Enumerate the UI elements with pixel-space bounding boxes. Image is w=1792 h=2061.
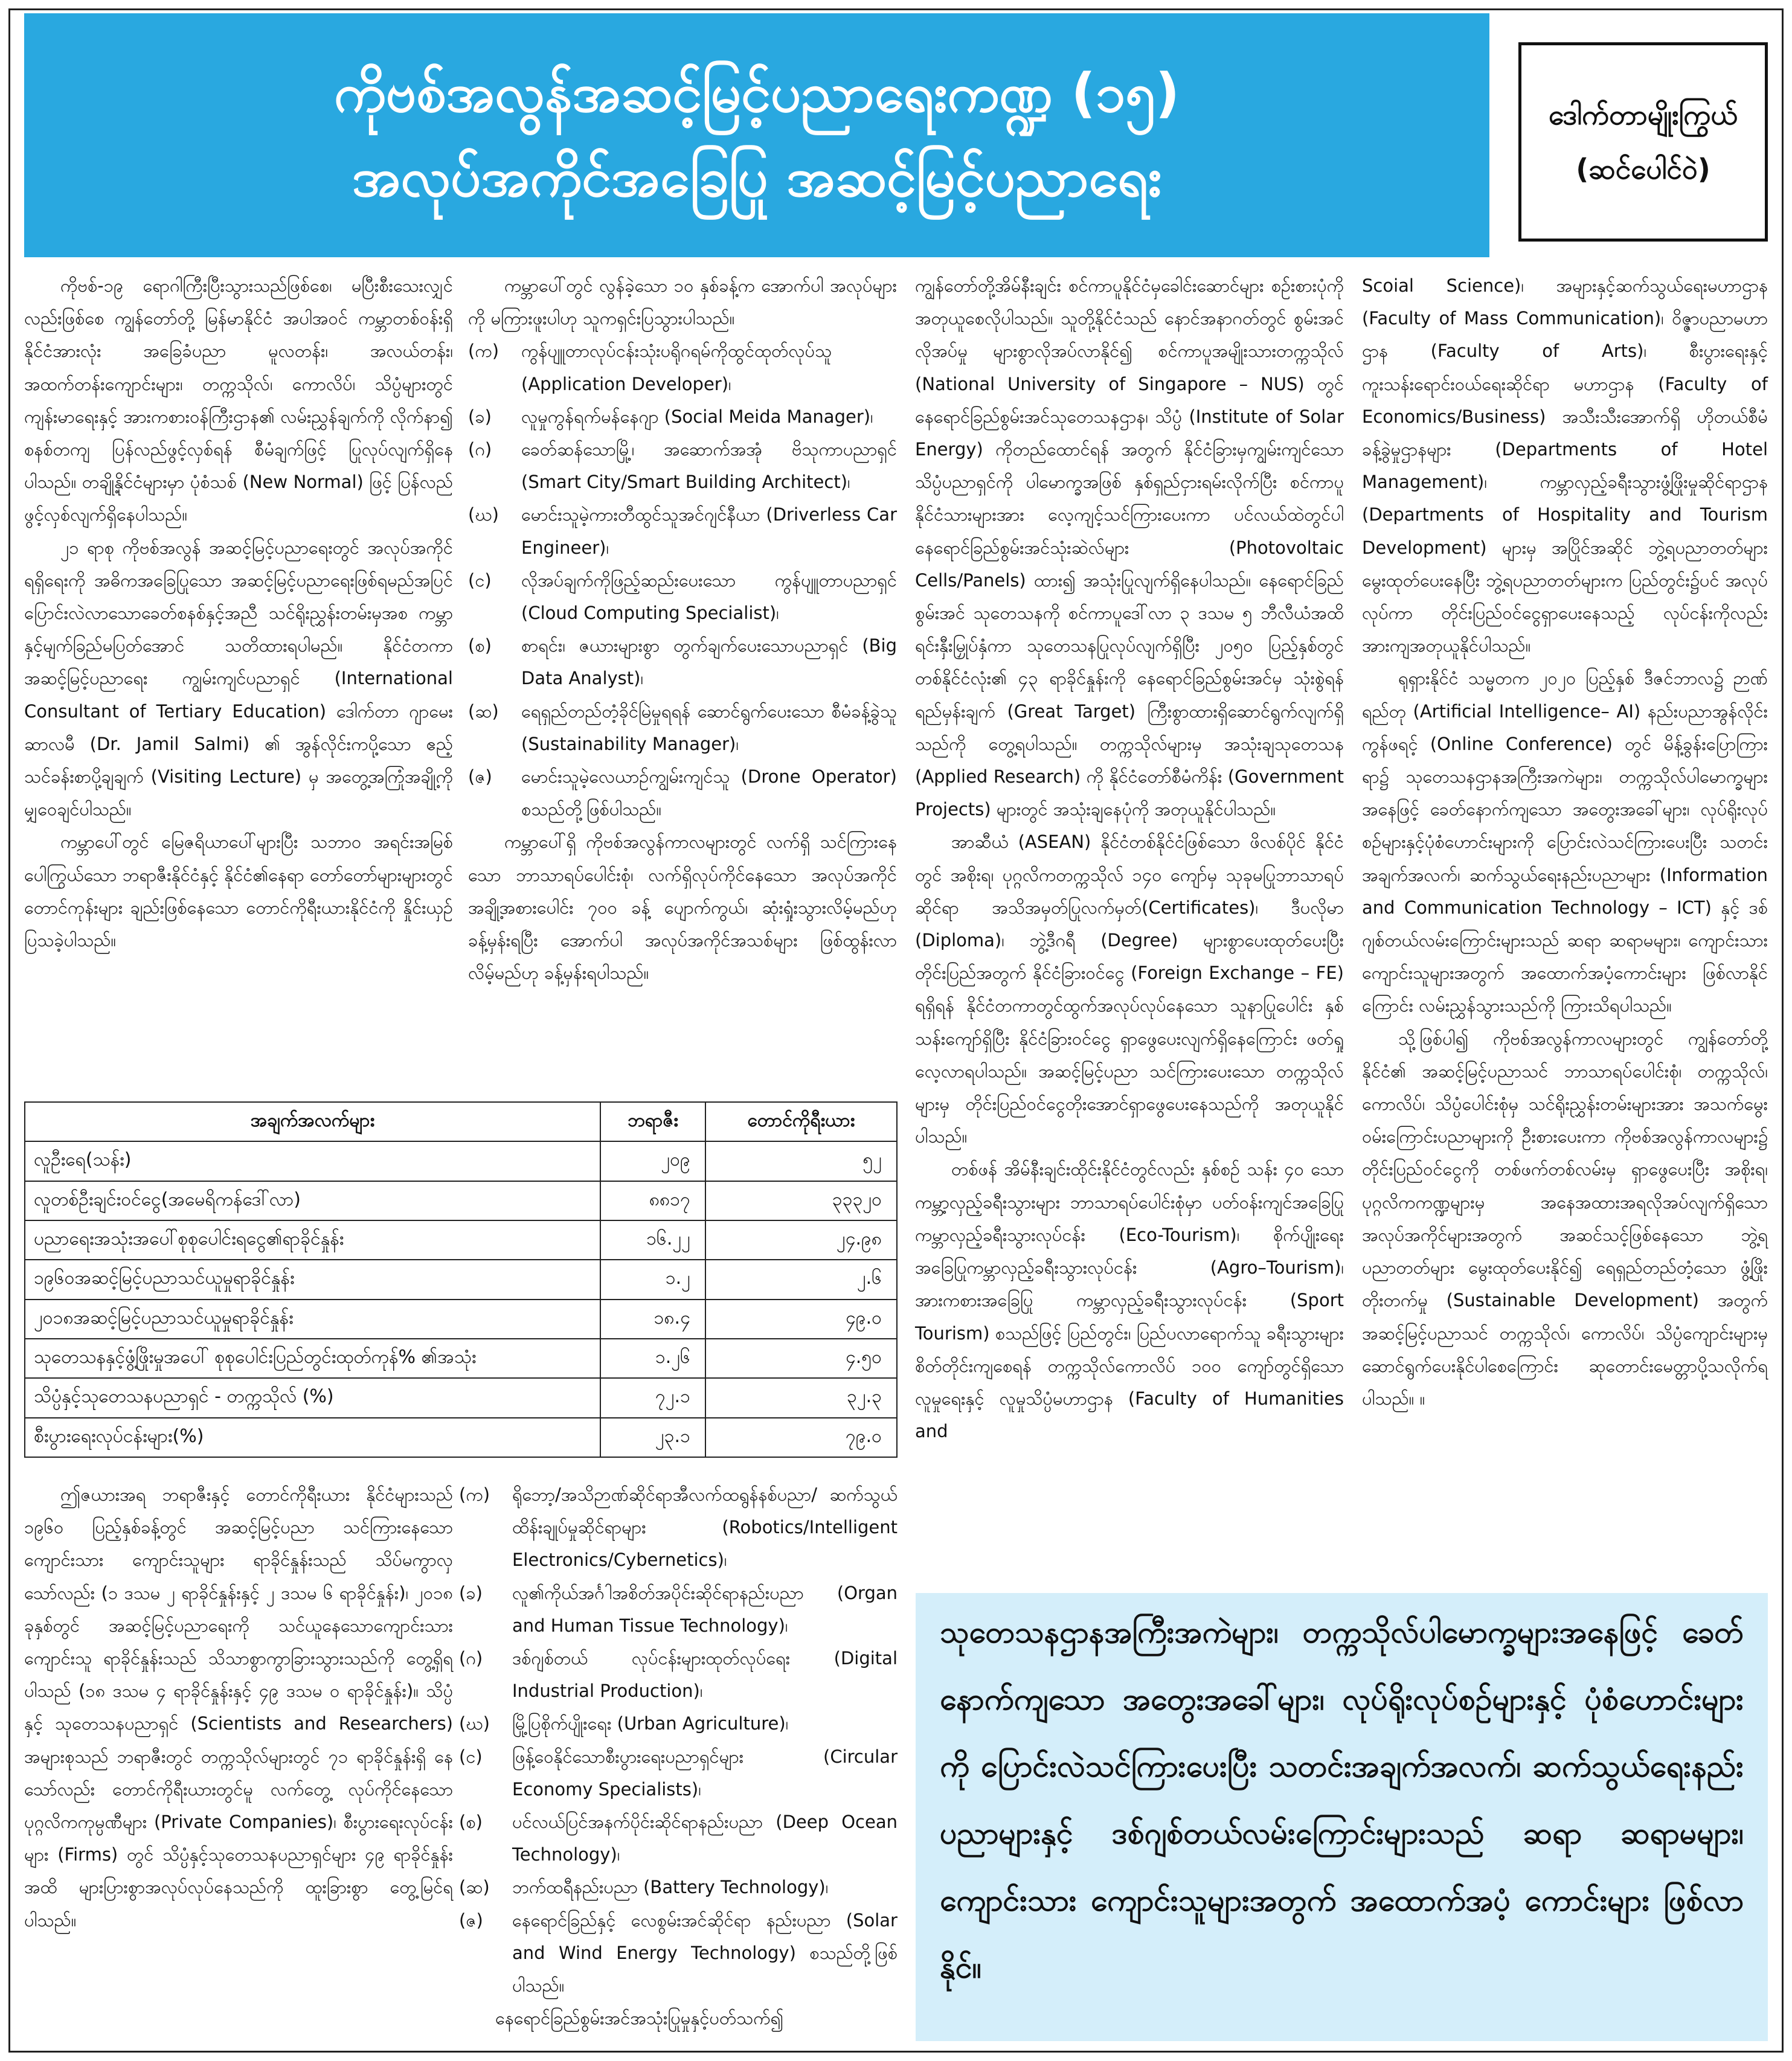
table-row (25, 1220, 897, 1260)
list-item (468, 760, 897, 825)
list-text: မြို့ပြစိုက်ပျိုးရေး (Urban Agriculture)၊ (512, 1713, 789, 1734)
paragraph: ၂၁ ရာစု ကိုဗစ်အလွန် အဆင့်မြင့်ပညာရေးတွင် အလုပ်အကိုင်ရရှိရေးကို အဓိကအခြေပြုသော အဆင့်မြင့်ပညာရေးဖြစ်ရမည်အပြင် ပြောင်းလဲလာသောခေတ်စနစ်နှင့်အညီ သင်ရိုးညွှန်းတမ်းမှအစ ကမ္ဘာနှင့်မျက်ခြည်မပြတ်အောင် သတိထားရပါမည်။ နိုင်ငံတကာ အဆင့်မြင့်ပညာရေး ကျွမ်းကျင်ပညာရှင် (International Consultant of Tertiary Education) ဒေါက်တာ ဂျာမေးဆာလမီ (Dr. Jamil Salmi) ၏ အွန်လိုင်းကပို့သော ဧည့်သင်ခန်းစာပို့ချချက် (Visiting Lecture) မှ အတွေ့အကြုံအချို့ကို မျှဝေချင်ပါသည်။ (24, 537, 453, 820)
list-text: မောင်းသူမဲ့ကားတီထွင်သူအင်ဂျင်နီယာ (Driverless Car Engineer)၊ (521, 504, 897, 558)
list-text: လိုအပ်ချက်ကိုဖြည့်ဆည်းပေးသော ကွန်ပျူတာပညာရှင် (Cloud Computing Specialist)၊ (521, 569, 897, 624)
column-1 (24, 269, 453, 957)
paragraph: ရုရှားနိုင်ငံ သမ္မတက ၂၀၂၀ ပြည့်နှစ် ဒီဇင်ဘာလ၌ ဉာဏ်ရည်တု (Artificial Intelligence– AI) နည်းပညာအွန်လိုင်းကွန်ဖရင့် (Online Conference) တွင် မိန့်ခွန်းပြောကြားရာ၌ သုတေသနဌာနအကြီးအကဲများ၊ တက္ကသိုလ်ပါမောက္ခများအနေဖြင့် ခေတ်နောက်ကျသော အတွေးအခေါ်များ၊ လုပ်ရိုးလုပ်စဉ်များနှင့်ပုံစံဟောင်းများကို ပြောင်းလဲသင်ကြားပေးပြီး သတင်းအချက်အလက်၊ ဆက်သွယ်ရေးနည်းပညာများ (Information and Communication Technology – ICT) နှင့် ဒစ်ဂျစ်တယ်လမ်းကြောင်းများသည် ဆရာ ဆရာမများ၊ ကျောင်းသား ကျောင်းသူများအတွက် အထောက်အပံ့ကောင်းများ ဖြစ်လာနိုင်ကြောင်း လမ်းညွှန်သွားသည်ကို ကြားသိရပါသည်။ (1362, 668, 1768, 1016)
comparison-table (24, 1101, 898, 1458)
table-cell: ၈၈၁၇ (600, 1181, 705, 1220)
table-cell: ၃၃၃၂၀ (705, 1181, 897, 1220)
column-1-lower (24, 1478, 453, 1937)
pull-quote: သုတေသနဌာနအကြီးအကဲများ၊ တက္ကသိုလ်ပါမောက္ခများအနေဖြင့် ခေတ်နောက်ကျသော အတွေးအခေါ်များ၊ လုပ်ရိုးလုပ်စဉ်များနှင့် ပုံစံဟောင်းများကို ပြောင်းလဲသင်ကြားပေးပြီး သတင်းအချက်အလက်၊ ဆက်သွယ်ရေးနည်းပညာများနှင့် ဒစ်ဂျစ်တယ်လမ်းကြောင်းများသည် ဆရာ ဆရာမများ၊ ကျောင်းသား ကျောင်းသူများအတွက် အထောက်အပံ့ ကောင်းများ ဖြစ်လာနိုင်။ (916, 1593, 1768, 2041)
paragraph: နေရောင်ခြည်စွမ်းအင်အသုံးပြုမှုနှင့်ပတ်သက်၍ (495, 2008, 784, 2029)
table-cell: ပညာရေးအသုံးအပေါ်စုစုပေါင်းရငွေ၏ရာခိုင်နှုန်း (25, 1220, 600, 1260)
table-cell: ၁၉၆၀အဆင့်မြင့်ပညာသင်ယူမှုရာခိုင်နှုန်း (25, 1260, 600, 1299)
table-row (25, 1418, 897, 1457)
list-marker: (ခ) (468, 406, 492, 427)
table-row (25, 1181, 897, 1220)
table-cell: ၇၉.၀ (705, 1418, 897, 1457)
table-row (25, 1141, 897, 1181)
list-text: လူ၏ကိုယ်အင်္ဂါအစိတ်အပိုင်းဆိုင်ရာနည်းပညာ (Organ and Human Tissue Technology)၊ (512, 1582, 898, 1636)
article-header (24, 13, 1489, 257)
list-item (459, 1707, 898, 1740)
list-text: စာရင်း၊ ဇယားများစွာ တွက်ချက်ပေးသောပညာရှင် (Big Data Analyst)၊ (521, 635, 897, 689)
list-marker: (က) (459, 1484, 490, 1505)
table-cell: ၄၉.၀ (705, 1300, 897, 1339)
table-cell: သိပ္ပံနှင့်သုတေသနပညာရှင် - တက္ကသိုလ် (%) (25, 1378, 600, 1417)
table-cell: ၂၀၉ (600, 1141, 705, 1181)
list-text: နေရောင်ခြည်နှင့် လေစွမ်းအင်ဆိုင်ရာ နည်းပညာ (Solar and Wind Energy Technology) စသည်တို့ဖြစ်ပါသည်။ (512, 1909, 898, 1996)
list-marker: (စ) (459, 1812, 483, 1833)
table-cell: ၂၃.၁ (600, 1418, 705, 1457)
list-item (459, 1806, 898, 1871)
paragraph: ကျွန်တော်တို့အိမ်နီးချင်း စင်ကာပူနိုင်ငံမှခေါင်းဆောင်များ စဉ်းစားပုံကို အတုယူစေလိုပါသည်။ သူတို့နိုင်ငံသည် နောင်အနာဂတ်တွင် စွမ်းအင်လိုအပ်မှု များစွာလိုအပ်လာနိုင်၍ စင်ကာပူအမျိုးသားတက္ကသိုလ် (National University of Singapore – NUS) တွင် နေရောင်ခြည်စွမ်းအင်သုတေသနဌာန၊ သိပ္ပံ (Institute of Solar Energy) ကိုတည်ထောင်ရန် အတွက် နိုင်ငံခြားမှကျွမ်းကျင်သော သိပ္ပံပညာရှင်ကို ပါမောက္ခအဖြစ် နှစ်ရှည်ငှားရမ်းလိုက်ပြီး စင်ကာပူနိုင်ငံသားများအား လေ့ကျင့်သင်ကြားပေးကာ ပင်လယ်ထဲတွင်ပါ နေရောင်ခြည်စွမ်းအင်သုံးဆဲလ်များ (Photovoltaic Cells/Panels) ထား၍ အသုံးပြုလျက်ရှိနေပါသည်။ နေရောင်ခြည်စွမ်းအင် သုတေသနကို စင်ကာပူဒေါ်လာ ၃ ဒသမ ၅ ဘီလီယံအထိ ရင်းနှီးမြှုပ်နှံကာ သုတေသနပြုလုပ်လျက်ရှိပြီး ၂၀၅၀ ပြည့်နှစ်တွင် တစ်နိုင်ငံလုံး၏ ၄၃ ရာခိုင်နှုန်းကို နေရောင်ခြည်စွမ်းအင်မှ သုံးစွဲရန် ရည်မှန်းချက် (Great Target) ကြီးစွာထားရှိဆောင်ရွက်လျက်ရှိသည်ကို တွေ့ရပါသည်။ တက္ကသိုလ်များမှ အသုံးချသုတေသန (Applied Research) ကို နိုင်ငံတော်စီမံကိန်း (Government Projects) များတွင် အသုံးချနေပုံကို အတုယူနိုင်ပါသည်။ (915, 275, 1344, 820)
list-item (468, 695, 897, 760)
list-text: ကွန်ပျူတာလုပ်ငန်းသုံးပရိုဂရမ်ကိုထွင်ထုတ်လုပ်သူ (Application Developer)၊ (521, 341, 832, 394)
list-text: ဘက်ထရီနည်းပညာ (Battery Technology)၊ (512, 1877, 829, 1898)
list-marker: (ဇ) (459, 1909, 483, 1931)
list-text: ဒစ်ဂျစ်တယ် လုပ်ငန်းများထုတ်လုပ်ရေး (Digital Industrial Production)၊ (512, 1648, 898, 1702)
list-text: ပင်လယ်ပြင်အနက်ပိုင်းဆိုင်ရာနည်းပညာ (Deep Ocean Technology)၊ (512, 1812, 898, 1865)
paragraph: သို့ဖြစ်ပါ၍ ကိုဗစ်အလွန်ကာလများတွင် ကျွန်တော်တို့နိုင်ငံ၏ အဆင့်မြင့်ပညာသင် ဘာသာရပ်ပေါင်းစုံ၊ တက္ကသိုလ်၊ ကောလိပ်၊ သိပ္ပံပေါင်းစုံမှ သင်ရိုးညွှန်းတမ်းများအား အသက်မွေးဝမ်းကြောင်းပညာများကို ဦးစားပေးကာ ကိုဗစ်အလွန်ကာလများ၌ တိုင်းပြည်ဝင်ငွေကို တစ်ဖက်တစ်လမ်းမှ ရှာဖွေပေးပြီး အစိုးရ၊ ပုဂ္ဂလိကကဏ္ဍများမှ အနေအထားအရလိုအပ်လျက်ရှိသော အလုပ်အကိုင်များအတွက် အဆင်သင့်ဖြစ်နေသော ဘွဲ့ရပညာတတ်များ မွေးထုတ်ပေးနိုင်၍ ရေရှည်တည်တံ့သော ဖွံ့ဖြိုးတိုးတက်မှု (Sustainable Development) အတွက် အဆင့်မြင့်ပညာသင် တက္ကသိုလ်၊ ကောလိပ်၊ သိပ္ပံကျောင်းများမှ ဆောင်ရွက်ပေးနိုင်ပါစေကြောင်း ဆုတောင်းမေတ္တာပို့သလိုက်ရပါသည်။ ။ (1362, 1028, 1768, 1409)
column-2 (468, 269, 897, 989)
table-cell: ၇၂.၁ (600, 1378, 705, 1417)
table-header: အချက်အလက်များ (25, 1102, 600, 1141)
paragraph: ဤဇယားအရ ဘရာဇီးနှင့် တောင်ကိုရီးယား နိုင်ငံများသည် ၁၉၆၀ ပြည့်နှစ်ခန့်တွင် အဆင့်မြင့်ပညာ သင်ကြားနေသော ကျောင်းသား ကျောင်းသူများ ရာခိုင်နှုန်းသည် သိပ်မကွာလှသော်လည်း (၁ ဒသမ ၂ ရာခိုင်နှုန်းနှင့် ၂ ဒသမ ၆ ရာခိုင်နှုန်း)၊ ၂၀၁၈ ခုနှစ်တွင် အဆင့်မြင့်ပညာရေးကို သင်ယူနေသောကျောင်းသား ကျောင်းသူ ရာခိုင်နှုန်းသည် သိသာစွာကွာခြားသွားသည်ကို တွေ့ရှိရပါသည် (၁၈ ဒသမ ၄ ရာခိုင်နှုန်းနှင့် ၄၉ ဒသမ ၀ ရာခိုင်နှုန်း)။ သိပ္ပံနှင့် သုတေသနပညာရှင် (Scientists and Researchers) အများစုသည် ဘရာဇီးတွင် တက္ကသိုလ်များတွင် ၇၁ ရာခိုင်နှုန်းရှိ နေသော်လည်း တောင်ကိုရီးယားတွင်မူ လက်တွေ့ လုပ်ကိုင်နေသော ပုဂ္ဂလိကကုမ္ပဏီများ (Private Companies)၊ စီးပွားရေးလုပ်ငန်းများ (Firms) တွင် သိပ္ပံနှင့်သုတေသနပညာရှင်များ ၄၉ ရာခိုင်နှုန်းအထိ များပြားစွာအလုပ်လုပ်နေသည်ကို ထူးခြားစွာ တွေ့မြင်ရပါသည်။ (24, 1484, 453, 1931)
article-title-line1: ကိုဗစ်အလွန်အဆင့်မြင့်ပညာရေးကဏ္ဍ (၁၅) (333, 62, 1180, 124)
list-item (468, 335, 897, 400)
list-marker: (င) (459, 1746, 483, 1767)
table-header-row (25, 1102, 897, 1141)
table-cell: စီးပွားရေးလုပ်ငန်းများ(%) (25, 1418, 600, 1457)
table-cell: လူဦးရေ(သန်း) (25, 1141, 600, 1181)
author-location: (ဆင်ပေါင်ဝဲ) (1576, 153, 1710, 185)
list-marker: (ဂ) (459, 1648, 483, 1669)
list-marker: (ဇ) (468, 766, 492, 787)
table-row (25, 1260, 897, 1299)
paragraph: ကိုဗစ်-၁၉ ရောဂါကြီးပြီးသွားသည်ဖြစ်စေ၊ မပြီးစီးသေးလျှင်လည်းဖြစ်စေ ကျွန်တော်တို့ မြန်မာနိုင်ငံ အပါအဝင် ကမ္ဘာတစ်ဝန်းရှိ နိုင်ငံအားလုံး အခြေခံပညာ မူလတန်း၊ အလယ်တန်း၊ အထက်တန်းကျောင်းများ၊ တက္ကသိုလ်၊ ကောလိပ်၊ သိပ္ပံများတွင် ကျန်းမာရေးနှင့် အားကစားဝန်ကြီးဌာန၏ လမ်းညွှန်ချက်ကို လိုက်နာ၍ စနစ်တကျ ပြန်လည်ဖွင့်လှစ်ရန် စီမံချက်ဖြင့် ပြုလုပ်လျက်ရှိနေပါသည်။ တချို့နိုင်ငံများမှာ ပုံစံသစ် (New Normal) ဖြင့် ပြန်လည်ဖွင့်လှစ်လျက်ရှိနေပါသည်။ (24, 275, 453, 525)
list-marker: (င) (468, 569, 492, 591)
list-item (468, 564, 897, 629)
list-item (459, 1577, 898, 1642)
table-cell: ၃၂.၃ (705, 1378, 897, 1417)
paragraph: ကမ္ဘာပေါ်တွင် မြေဇရိယာပေါ်များပြီး သဘာဝ အရင်းအမြစ်ပေါကြွယ်သော ဘရာဇီးနိုင်ငံနှင့် နိုင်ငံ၏နေရာ တော်တော်များများတွင် တောင်ကုန်းများ ချည်းဖြစ်နေသော တောင်ကိုရီးယားနိုင်ငံကို နှိုင်းယှဉ်ပြသခဲ့ပါသည်။ (24, 832, 453, 951)
article-title-line2: အလုပ်အကိုင်အခြေပြု အဆင့်မြင့်ပညာရေး (352, 146, 1161, 208)
list-item (459, 1478, 898, 1577)
list-item (468, 400, 897, 433)
list-marker: (ခ) (459, 1582, 483, 1603)
table-cell: ၂၄.၉၈ (705, 1220, 897, 1260)
column-3 (915, 269, 1344, 1447)
table-cell: လူတစ်ဦးချင်းဝင်ငွေ(အမေရိကန်ဒေါ်လာ) (25, 1181, 600, 1220)
list-text: လူမှုကွန်ရက်မန်နေဂျာ (Social Meida Manager)၊ (521, 406, 873, 427)
list-item (468, 629, 897, 694)
table-cell: ၄.၅၀ (705, 1339, 897, 1378)
table-row (25, 1378, 897, 1417)
paragraph: အာဆီယံ (ASEAN) နိုင်ငံတစ်နိုင်ငံဖြစ်သော ဖိလစ်ပိုင် နိုင်ငံတွင် အစိုးရ၊ ပုဂ္ဂလိကတက္ကသိုလ် ၁၄၀ ကျော်မှ သုခုမပြုဘာသာရပ်ဆိုင်ရာ အသိအမှတ်ပြုလက်မှတ်(Certificates)၊ ဒီပလိုမာ (Diploma)၊ ဘွဲ့ဒီဂရီ (Degree) များစွာပေးထုတ်ပေးပြီး တိုင်းပြည်အတွက် နိုင်ငံခြားဝင်ငွေ (Foreign Exchange – FE) ရရှိရန် နိုင်ငံတကာတွင်ထွက်အလုပ်လုပ်နေသော သူနာပြုပေါင်း နှစ်သန်းကျော်ရှိပြီး နိုင်ငံခြားဝင်ငွေ ရှာဖွေပေးလျက်ရှိနေကြောင်း ဖတ်ရှုလေ့လာရပါသည်။ အဆင့်မြင့်ပညာ သင်ကြားပေးသော တက္ကသိုလ်များမှ တိုင်းပြည်ဝင်ငွေတိုးအောင်ရှာဖွေပေးနေသည်ကို အတုယူနိုင်ပါသည်။ (915, 832, 1344, 1147)
paragraph: Scoial Science)၊ အများနှင့်ဆက်သွယ်ရေးမဟာဌာန (Faculty of Mass Communication)၊ ဝိဇ္ဇာပညာမဟာဌာန (Faculty of Arts)၊ စီးပွားရေးနှင့် ကူးသန်းရောင်းဝယ်ရေးဆိုင်ရာ မဟာဌာန (Faculty of Economics/Business) အသီးသီးအောက်ရှိ ဟိုတယ်စီမံခန့်ခွဲမှုဌာနများ (Departments of Hotel Management)၊ ကမ္ဘာလှည့်ခရီးသွားဖွံ့ဖြိုးမှုဆိုင်ရာဌာန (Departments of Hospitality and Tourism Development) များမှ အပြိုင်အဆိုင် ဘွဲ့ရပညာတတ်များ မွေးထုတ်ပေးနေပြီး ဘွဲ့ရပညာတတ်များက ပြည်တွင်း၌ပင် အလုပ်လုပ်ကာ တိုင်းပြည်ဝင်ငွေရှာပေးနေသည့် လုပ်ငန်းကိုလည်း အားကျအတုယူနိုင်ပါသည်။ (1362, 275, 1768, 656)
list-text: ဖြန့်ဝေနိုင်သောစီးပွားရေးပညာရှင်များ (Circular Economy Specialists)၊ (512, 1746, 898, 1800)
paragraph: ကမ္ဘာပေါ်တွင် လွန်ခဲ့သော ၁၀ နှစ်ခန့်က အောက်ပါ အလုပ်များကို မကြားဖူးပါဟု သူကရှင်းပြသွားပါသည်။ (468, 275, 897, 329)
table-row (25, 1339, 897, 1378)
paragraph: ကမ္ဘာပေါ်ရှိ ကိုဗစ်အလွန်ကာလများတွင် လက်ရှိ သင်ကြားနေသော ဘာသာရပ်ပေါင်းစုံ၊ လက်ရှိလုပ်ကိုင်နေသော အလုပ်အကိုင်အချို့အစားပေါင်း ၇၀၀ ခန့် ပျောက်ကွယ်၊ ဆုံးရှုံးသွားလိမ့်မည်ဟု ခန့်မှန်းရပြီး အောက်ပါ အလုပ်အကိုင်အသစ်များ ဖြစ်ထွန်းလာလိမ့်မည်ဟု ခန့်မှန်းရပါသည်။ (468, 832, 897, 984)
list-item (468, 498, 897, 563)
table-cell: ၅၂ (705, 1141, 897, 1181)
list-text: ရိုဘော့/အသိဉာဏ်ဆိုင်ရာအီလက်ထရွန်နစ်ပညာ/ ဆက်သွယ်ထိန်းချုပ်မှုဆိုင်ရာများ (Robotics/Intelligent Electronics/Cybernetics)၊ (512, 1484, 898, 1571)
list-text: ခေတ်ဆန်သောမြို့၊ အဆောက်အအုံ ဗိသုကာပညာရှင် (Smart City/Smart Building Architect)၊ (521, 439, 897, 493)
list-marker: (စ) (468, 635, 492, 656)
list-marker: (ဂ) (468, 439, 492, 460)
list-marker: (ဃ) (459, 1713, 490, 1734)
paragraph: တစ်ဖန် အိမ်နီးချင်းထိုင်းနိုင်ငံတွင်လည်း နှစ်စဉ် သန်း ၄၀ သော ကမ္ဘာ့လှည့်ခရီးသွားများ ဘာသာရပ်ပေါင်းစုံမှာ ပတ်ဝန်းကျင်အခြေပြုကမ္ဘာလှည့်ခရီးသွားလုပ်ငန်း (Eco-Tourism)၊ စိုက်ပျိုးရေး အခြေပြုကမ္ဘာလှည့်ခရီးသွားလုပ်ငန်း (Agro–Tourism)၊ အားကစားအခြေပြု ကမ္ဘာလှည့်ခရီးသွားလုပ်ငန်း (Sport Tourism) စသည်ဖြင့် ပြည်တွင်း၊ ပြည်ပလာရောက်သူ ခရီးသွားများ စိတ်တိုင်းကျစေရန် တက္ကသိုလ်ကောလိပ် ၁၀၀ ကျော်တွင်ရှိသော လူမှုရေးနှင့် လူမှုသိပ္ပံမဟာဌာန (Faculty of Humanities and (915, 1159, 1344, 1442)
author-name: ဒေါက်တာမျိုးကြွယ် (1548, 98, 1738, 131)
table-header: တောင်ကိုရီးယား (705, 1102, 897, 1141)
table-cell: ၂.၆ (705, 1260, 897, 1299)
table-cell: ၁၆.၂၂ (600, 1220, 705, 1260)
list-item (459, 1740, 898, 1806)
table-cell: သုတေသနနှင့်ဖွံ့ဖြိုးမှုအပေါ် စုစုပေါင်းပြည်တွင်းထုတ်ကုန်% ၏အသုံး (25, 1339, 600, 1378)
list-item (459, 1642, 898, 1707)
list-marker: (ဆ) (468, 700, 499, 722)
table-cell: ၁၈.၄ (600, 1300, 705, 1339)
table-row (25, 1300, 897, 1339)
list-marker: (ဆ) (459, 1877, 490, 1898)
table-cell: ၁.၂၆ (600, 1339, 705, 1378)
list-item (468, 433, 897, 498)
list-text: မောင်းသူမဲ့လေယာဉ်ကျွမ်းကျင်သူ (Drone Operator) စသည်တို့ဖြစ်ပါသည်။ (521, 766, 897, 820)
author-byline (1518, 42, 1768, 242)
list-marker: (ဃ) (468, 504, 499, 525)
column-4 (1362, 269, 1768, 1415)
list-item (459, 1904, 898, 2002)
table-cell: ၂၀၁၈အဆင့်မြင့်ပညာသင်ယူမှုရာခိုင်နှုန်း (25, 1300, 600, 1339)
table-cell: ၁.၂ (600, 1260, 705, 1299)
list-marker: (က) (468, 341, 499, 362)
list-text: ရေရှည်တည်တံ့ခိုင်မြဲမှုရရန် ဆောင်ရွက်ပေးသော စီမံခန့်ခွဲသူ (Sustainability Manager)၊ (521, 700, 897, 754)
column-2-lower (459, 1478, 898, 2034)
table-header: ဘရာဇီး (600, 1102, 705, 1141)
list-item (459, 1871, 898, 1903)
